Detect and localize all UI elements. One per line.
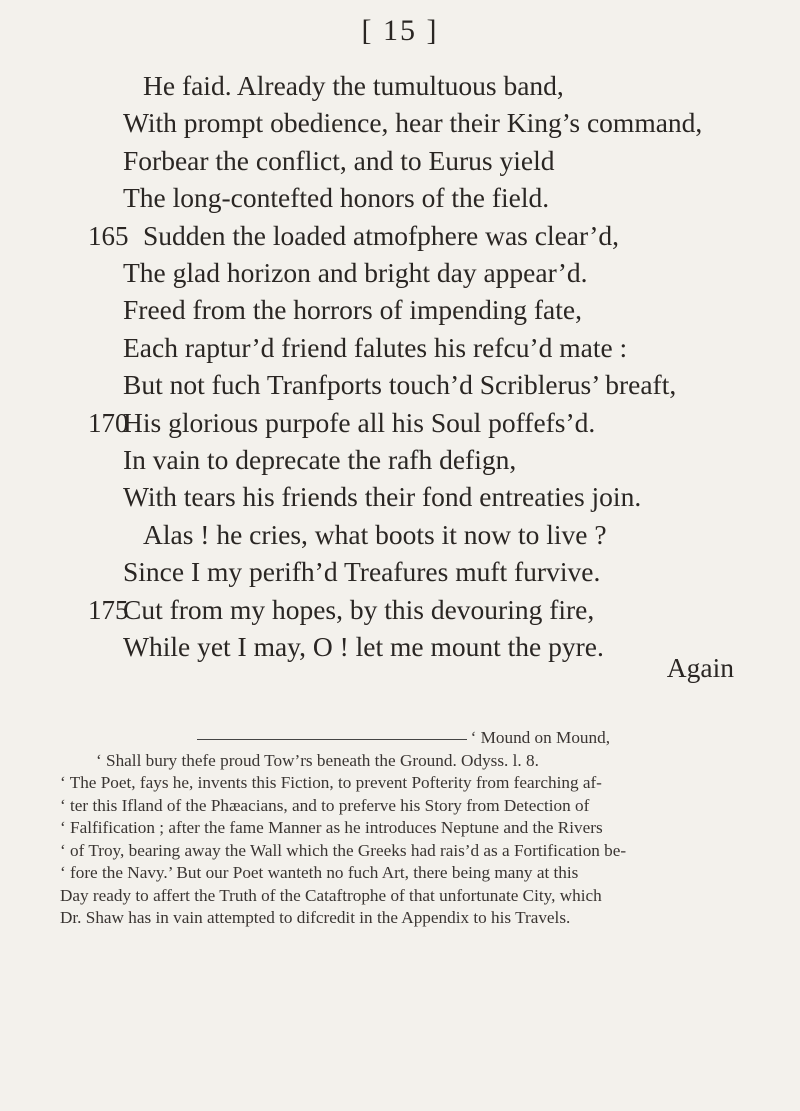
verse-text: The long-contefted honors of the field. [123, 182, 550, 214]
verse-text: In vain to deprecate the rafh defign, [123, 444, 517, 475]
verse-text: Freed from the horrors of impending fate, [123, 294, 582, 326]
verse-text: Forbear the conflict, and to Eurus yield [123, 144, 555, 176]
catchword: Again [666, 652, 734, 683]
footnote-line: Day ready to affert the Truth of the Cataftrophe of that unfortunate City, which [60, 885, 602, 905]
footnote [60, 727, 760, 930]
verse-text: He faid. Already the tumultuous band, [143, 70, 564, 101]
footnote-line: ‘ The Poet, fays he, invents this Fiction, to prevent Pofterity from fearching af- [60, 773, 602, 792]
verse-text: The glad horizon and bright day appear’d. [123, 257, 588, 288]
footnote-line: Dr. Shaw has in vain attempted to difcredit in the Appendix to his Travels. [60, 908, 571, 927]
footnote-line: ‘ ter this Ifland of the Phæacians, and to preferve his Story from Detection of [60, 795, 590, 815]
verse-text: Each raptur’d friend falutes his refcu’d mate : [123, 331, 628, 363]
line-number: 165 [88, 220, 129, 251]
verse-text: But not fuch Tranfports touch’d Scriblerus’ breaft, [123, 369, 677, 401]
verse-text: Sudden the loaded atmofphere was clear’d, [143, 219, 619, 251]
footnote-line: ‘ of Troy, bearing away the Wall which the Greeks had rais’d as a Fortification be- [60, 840, 627, 860]
footnote-line: ‘ Shall bury thefe proud Tow’rs beneath the Ground. Odyss. l. 8. [96, 750, 539, 770]
footnote-line: ‘ fore the Navy.’ But our Poet wanteth no fuch Art, there being many at this [60, 863, 579, 882]
verse-text: With prompt obedience, hear their King’s command, [123, 107, 703, 139]
verse-text: His glorious purpofe all his Soul poffefs’d. [123, 406, 596, 438]
line-number: 175 [88, 594, 129, 625]
verse-text: With tears his friends their fond entreaties join. [123, 481, 642, 513]
verse-text: Cut from my hopes, by this devouring fire, [123, 593, 595, 625]
page-number: [ 15 ] [361, 14, 439, 47]
verse-text: Since I my perifh’d Treafures muft furvive. [123, 556, 601, 588]
verse-text: Alas ! he cries, what boots it now to live ? [143, 518, 607, 550]
line-number: 170 [88, 407, 129, 438]
footnote-line: ‘ Mound on Mound, [60, 727, 760, 750]
footnote-rule [197, 739, 467, 740]
verse-text: While yet I may, O ! let me mount the pyre. [123, 631, 604, 662]
footnote-line: ‘ Falfification ; after the fame Manner as he introduces Neptune and the Rivers [60, 818, 603, 837]
